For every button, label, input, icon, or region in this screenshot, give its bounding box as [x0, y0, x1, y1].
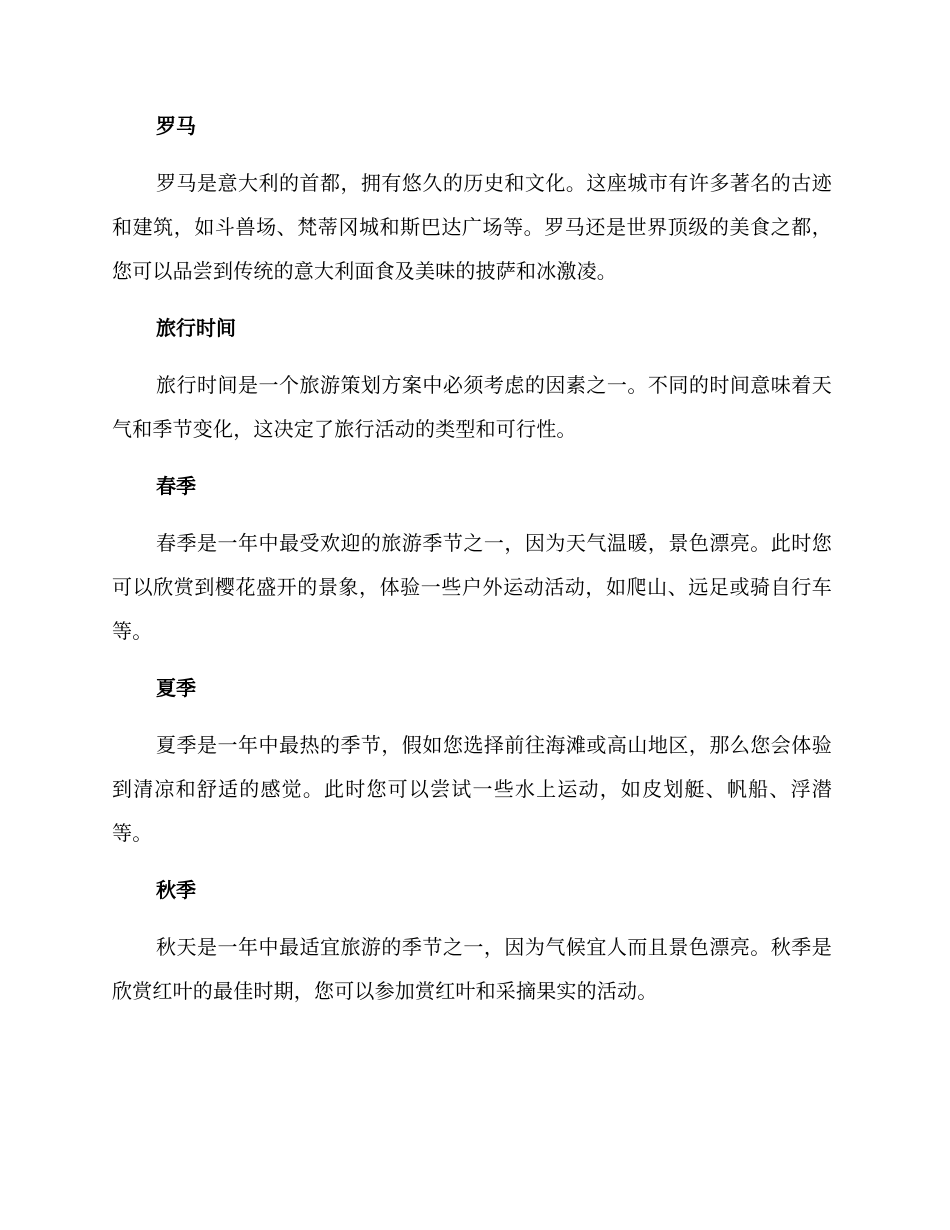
section-heading: 春季 [156, 474, 196, 498]
section-paragraph: 罗马是意大利的首都，拥有悠久的历史和文化。这座城市有许多著名的古迹和建筑，如斗兽场、梵蒂冈城和斯巴达广场等。罗马还是世界顶级的美食之都，您可以品尝到传统的意大利面食及美味的披萨和冰激凌。 [112, 171, 832, 283]
section-paragraph: 春季是一年中最受欢迎的旅游季节之一，因为天气温暖，景色漂亮。此时您可以欣赏到樱花盛开的景象，体验一些户外运动活动，如爬山、远足或骑自行车等。 [112, 531, 832, 643]
section-heading: 夏季 [156, 676, 196, 700]
section-paragraph: 旅行时间是一个旅游策划方案中必须考虑的因素之一。不同的时间意味着天气和季节变化，这决定了旅行活动的类型和可行性。 [112, 373, 832, 441]
section-paragraph: 夏季是一年中最热的季节，假如您选择前往海滩或高山地区，那么您会体验到清凉和舒适的感觉。此时您可以尝试一些水上运动，如皮划艇、帆船、浮潜等。 [112, 733, 832, 845]
section-heading: 旅行时间 [156, 316, 236, 340]
section-travel-time [112, 310, 832, 451]
section-spring [112, 468, 832, 653]
section-paragraph: 秋天是一年中最适宜旅游的季节之一，因为气候宜人而且景色漂亮。秋季是欣赏红叶的最佳时期，您可以参加赏红叶和采摘果实的活动。 [112, 935, 832, 1003]
section-heading: 罗马 [156, 114, 196, 138]
section-summer [112, 670, 832, 855]
section-autumn [112, 872, 832, 1013]
document-page [112, 108, 832, 1030]
section-rome [112, 108, 832, 293]
section-heading: 秋季 [156, 878, 196, 902]
